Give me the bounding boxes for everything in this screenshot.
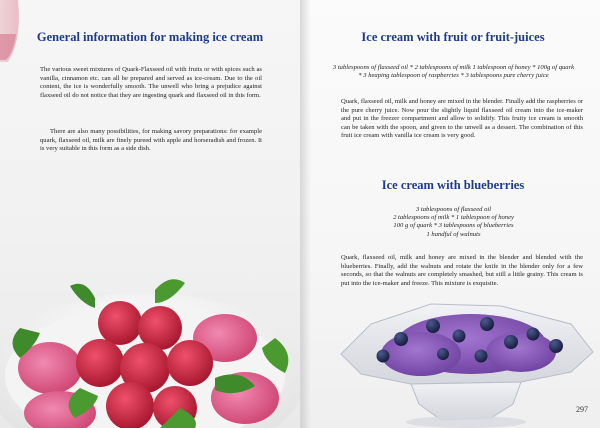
paragraph-general-2: There are also many possibilities, for making savory preparations: for example quark, flaxseed oil, milk are finely pureed with apple and horseradish and frozen. It is very suitable in this form as a side dish. (40, 128, 262, 153)
method-fruit-ice-cream: Quark, flaxseed oil, milk and honey are mixed in the blender. Finally add the raspberries or the pure cherry juice. Now pour the slightly liquid flaxseed oil cream into the ice-maker and put in the freezer compartment and allow to solidify. This fruity ice cream is smooth can be taken with the spoon, and given to the unwell as a dessert. The combination of this fruit ice cream with vanilla ice cream is very good. (341, 98, 583, 140)
method-blueberry-ice-cream: Quark, flaxseed oil, milk and honey are mixed in the blender and blended with the blueberries. Finally, add the walnuts and rotate the knife in the blender only for a few seconds, so that the walnuts are completely smashed, but still a little grainy. This cream is put into the ice-maker and freeze. This mixture is exquisite. (341, 254, 583, 287)
recipe-title-blueberry-ice-cream: Ice cream with blueberries (381, 178, 525, 192)
ingredients-blueberry-ice-cream (331, 206, 576, 239)
ingredient-line: 2 tablespoons of milk * 1 tablespoon of honey (393, 214, 514, 222)
raspberry-ice-cream-bowl-photo (0, 268, 300, 428)
ingredient-line: 100 g of quark * 3 tablespoons of blueberries (393, 222, 514, 230)
ingredients-fruit-ice-cream: 3 tablespoons of flaxseed oil * 2 tablespoons of milk 1 tablespoon of honey * 100g of quark * 3 heaping tablespoon of raspberries * 3 tablespoons pure cherry juice (332, 64, 575, 80)
ingredient-line: 1 handful of walnuts (426, 230, 481, 238)
recipe-title-fruit-ice-cream: Ice cream with fruit or fruit-juices (361, 30, 545, 44)
ingredient-line: 3 tablespoons of flaxseed oil (415, 206, 492, 213)
page-title-general-info: General information for making ice cream (36, 30, 264, 44)
page-number: 297 (576, 405, 588, 414)
wine-glass-photo (0, 0, 32, 100)
blueberry-ice-cream-glass-bowl-photo (301, 294, 600, 428)
right-page (300, 0, 600, 428)
paragraph-general-1: The various sweet mixtures of Quark-Flaxseed oil with fruits or with spices such as vanilla, cinnamon etc. can all be prepared and served as ice-cream. Due to the oil content, the ice is wonderfully smooth. The unwell who bring a prejudice against flaxseed oil do not notice that they are ingesting quark and flaxseed oil in this form. (40, 66, 262, 99)
